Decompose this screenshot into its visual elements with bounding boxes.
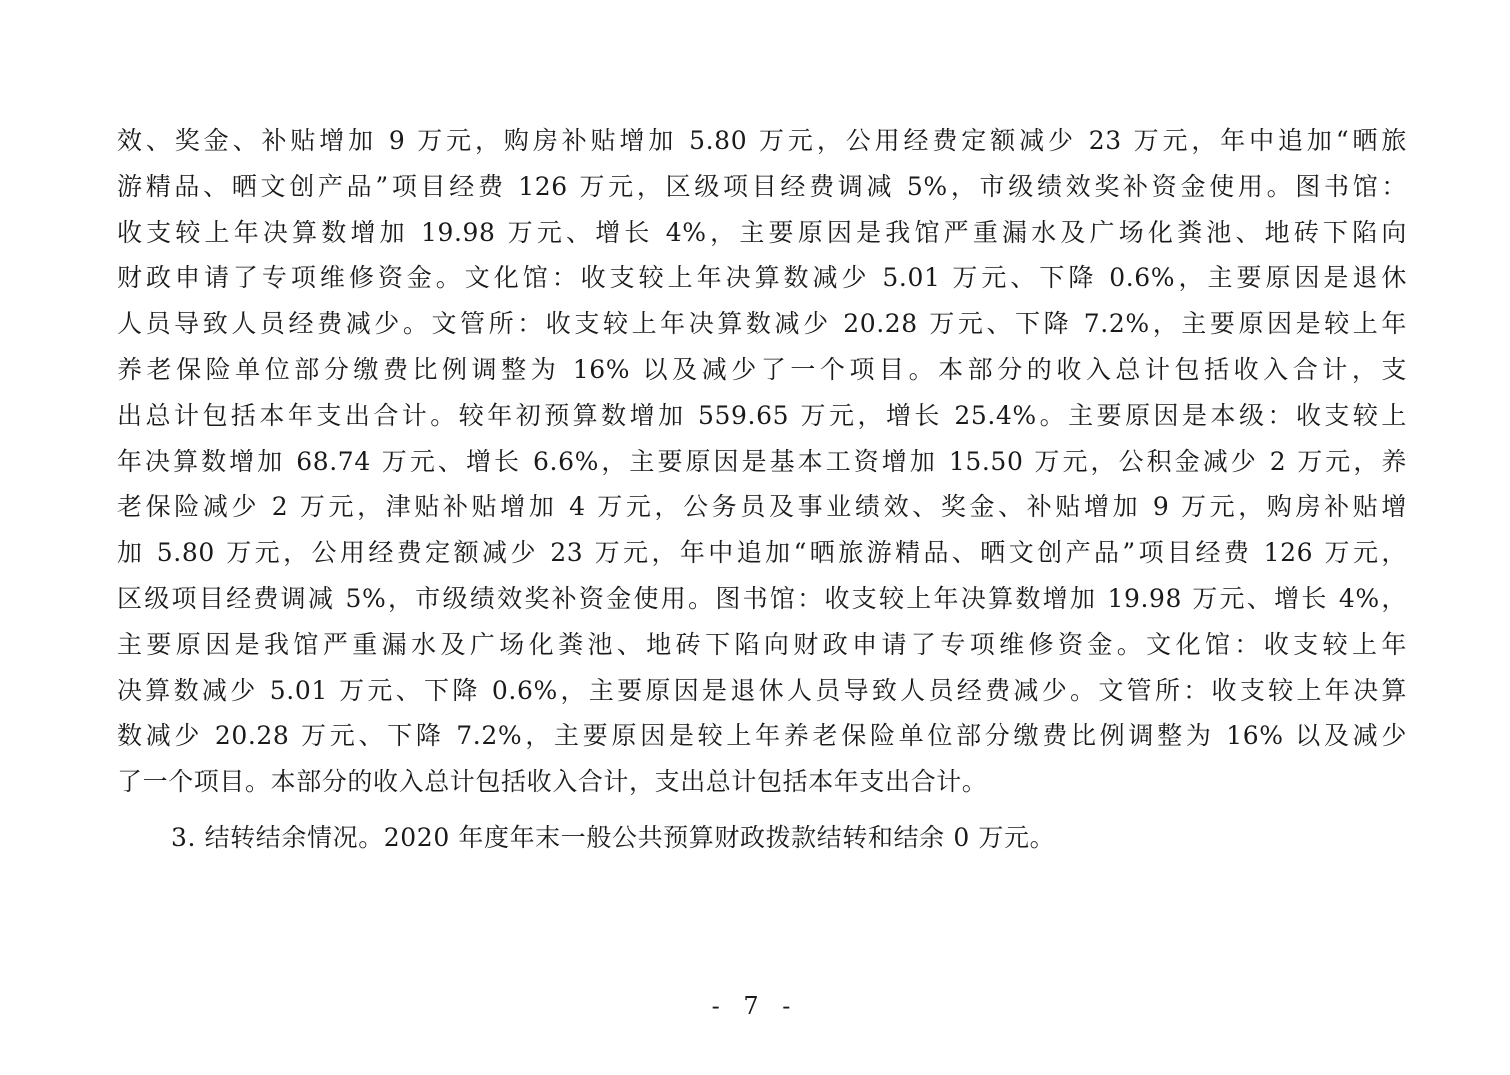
paragraph-line: 加 5.80 万元，公用经费定额减少 23 万元，年中追加“晒旅游精品、晒文创产品”项目经费 126 万元， xyxy=(117,538,1407,568)
paragraph-line: 出总计包括本年支出合计。较年初预算数增加 559.65 万元，增长 25.4%。主要原因是本级：收支较上 xyxy=(117,400,1407,430)
paragraph-line: 效、奖金、补贴增加 9 万元，购房补贴增加 5.80 万元，公用经费定额减少 23 万元，年中追加“晒旅 xyxy=(117,126,1407,155)
paragraph-line: 收支较上年决算数增加 19.98 万元、增长 4%，主要原因是我馆严重漏水及广场化粪池、地砖下陷向 xyxy=(117,217,1407,247)
page-number: - 7 - xyxy=(711,992,799,1020)
paragraph-line: 财政申请了专项维修资金。文化馆：收支较上年决算数减少 5.01 万元、下降 0.6%，主要原因是退休 xyxy=(117,263,1407,293)
paragraph-line: 主要原因是我馆严重漏水及广场化粪池、地砖下陷向财政申请了专项维修资金。文化馆：收支较上年 xyxy=(117,629,1407,659)
paragraph-line: 决算数减少 5.01 万元、下降 0.6%，主要原因是退休人员导致人员经费减少。文管所：收支较上年决算 xyxy=(117,675,1407,705)
body-paragraph xyxy=(117,118,1407,805)
section-paragraph: 3. 结转结余情况。2020 年度年末一般公共预算财政拨款结转和结余 0 万元。 xyxy=(171,823,1056,852)
paragraph-line: 游精品、晒文创产品”项目经费 126 万元，区级项目经费调减 5%，市级绩效奖补资金使用。图书馆： xyxy=(117,171,1407,201)
paragraph-line: 养老保险单位部分缴费比例调整为 16% 以及减少了一个项目。本部分的收入总计包括收入合计，支 xyxy=(117,354,1407,384)
paragraph-line: 年决算数增加 68.74 万元、增长 6.6%，主要原因是基本工资增加 15.50 万元，公积金减少 2 万元，养 xyxy=(117,446,1407,476)
paragraph-line: 了一个项目。本部分的收入总计包括收入合计，支出总计包括本年支出合计。 xyxy=(117,767,988,797)
paragraph-line: 老保险减少 2 万元，津贴补贴增加 4 万元，公务员及事业绩效、奖金、补贴增加 9 万元，购房补贴增 xyxy=(117,492,1407,522)
paragraph-line: 数减少 20.28 万元、下降 7.2%，主要原因是较上年养老保险单位部分缴费比例调整为 16% 以及减少 xyxy=(117,721,1407,751)
paragraph-line: 人员导致人员经费减少。文管所：收支较上年决算数减少 20.28 万元、下降 7.2%，主要原因是较上年 xyxy=(117,309,1407,339)
paragraph-line: 区级项目经费调减 5%，市级绩效奖补资金使用。图书馆：收支较上年决算数增加 19.98 万元、增长 4%， xyxy=(117,583,1407,613)
